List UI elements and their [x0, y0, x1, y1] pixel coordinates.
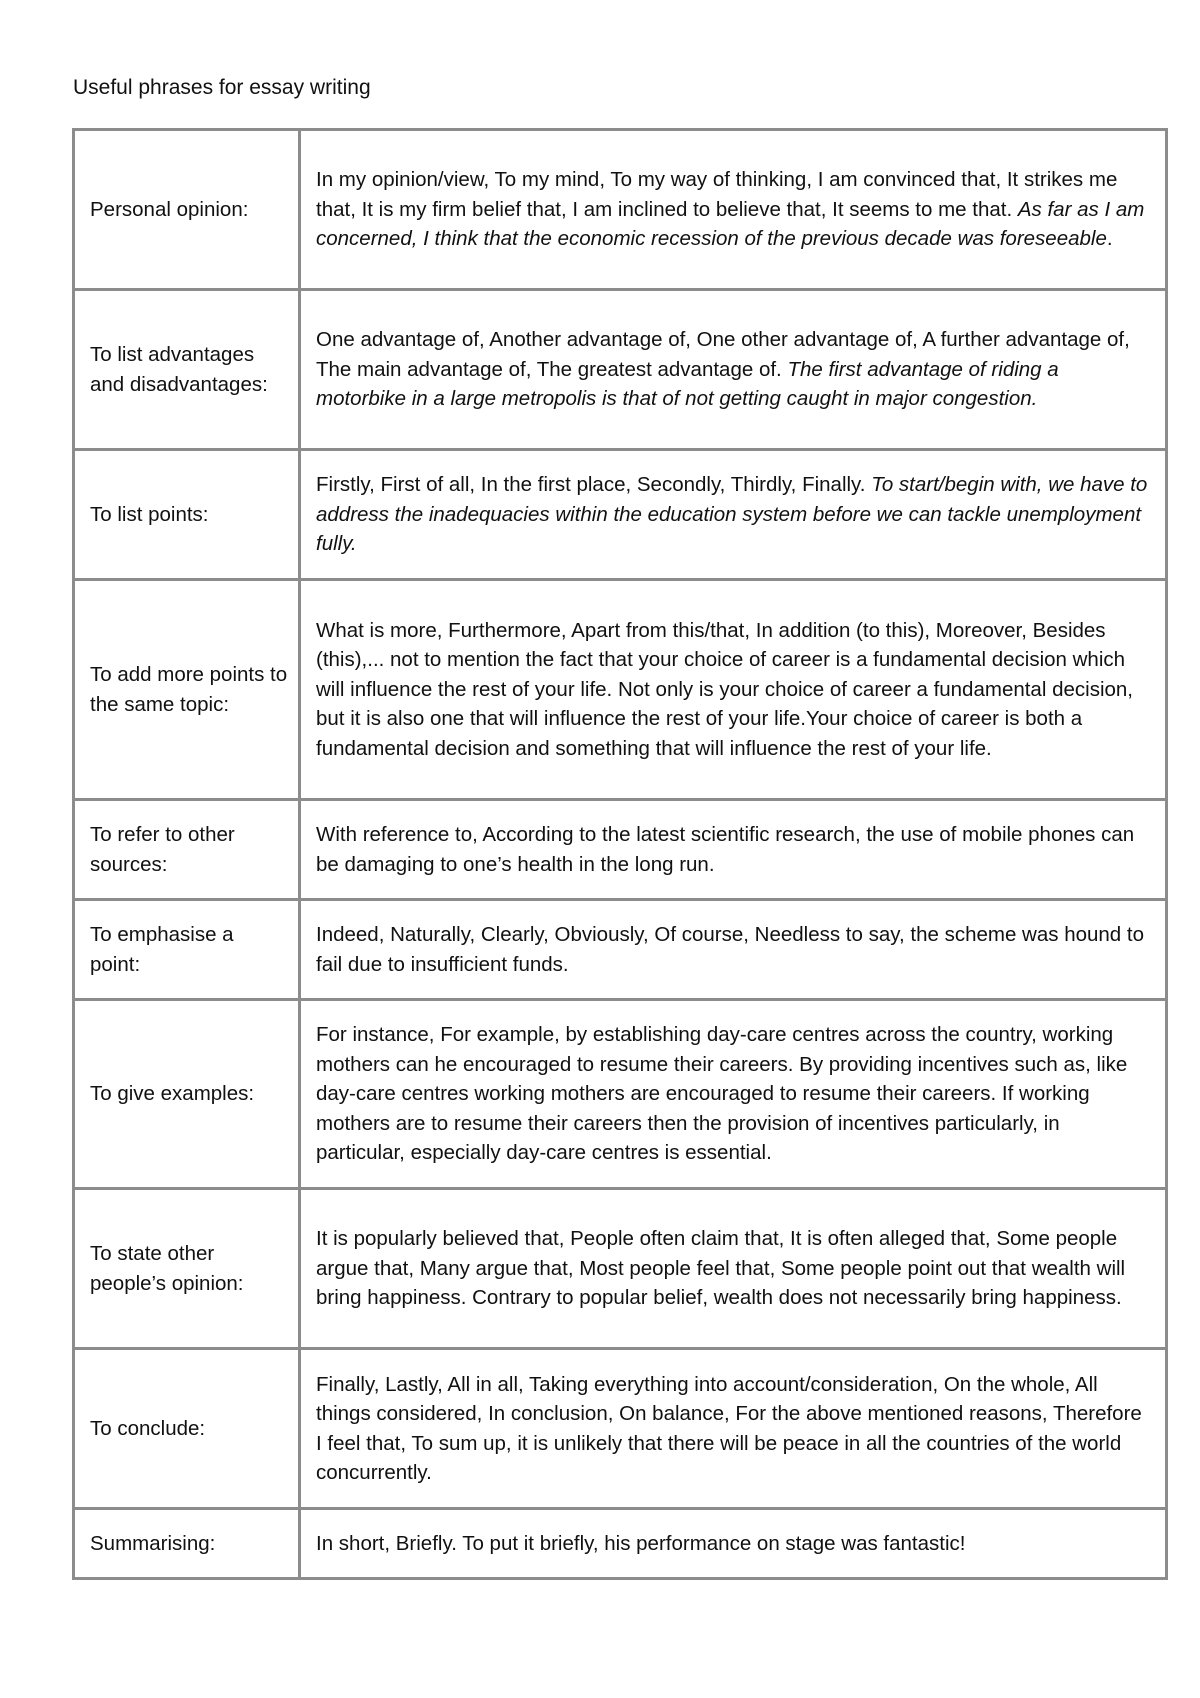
- phrases-table: [72, 128, 1168, 1580]
- example-sentence: To start/begin with, we have to address the inadequacies within the education system before we can tackle unemployment fully.: [316, 473, 1148, 556]
- phrases-cell: What is more, Furthermore, Apart from this/that, In addition (to this), Moreover, Besides (this),... not to mention the fact that your choice of career is a fundamental decision which will influence the rest of your life. Not only is your choice of career a fundamental decision, but it is also one that will influence the rest of your life.Your choice of career is both a fundamental decision and something that will influence the rest of your life.: [300, 580, 1167, 800]
- phrases-cell: Indeed, Naturally, Clearly, Obviously, Of course, Needless to say, the scheme was hound to fail due to insufficient funds.: [300, 900, 1167, 1000]
- table-row: [74, 1189, 1167, 1349]
- table-row: [74, 580, 1167, 800]
- category-label: To list points:: [74, 450, 300, 580]
- phrases-cell: It is popularly believed that, People often claim that, It is often alleged that, Some people argue that, Many argue that, Most people feel that, Some people point out that wealth will bring happiness. Contrary to popular belief, wealth does not necessarily bring happiness.: [300, 1189, 1167, 1349]
- phrases-cell: With reference to, According to the latest scientific research, the use of mobile phones can be damaging to one’s health in the long run.: [300, 800, 1167, 900]
- phrases-text: One advantage of, Another advantage of, One other advantage of, A further advantage of, The main advantage of, The greatest advantage of.: [316, 328, 1130, 381]
- category-label: Summarising:: [74, 1509, 300, 1579]
- category-label: To emphasise a point:: [74, 900, 300, 1000]
- phrases-text: In my opinion/view, To my mind, To my way of thinking, I am convinced that, It strikes me that, It is my firm belief that, I am inclined to believe that, It seems to me that.: [316, 168, 1118, 221]
- phrases-text: Firstly, First of all, In the first place, Secondly, Thirdly, Finally.: [316, 473, 872, 497]
- phrases-cell: [300, 290, 1167, 450]
- page-title: Useful phrases for essay writing: [73, 76, 371, 99]
- phrases-cell: [300, 130, 1167, 290]
- table-row: [74, 1349, 1167, 1509]
- example-sentence: The first advantage of riding a motorbike in a large metropolis is that of not getting caught in major congestion.: [316, 357, 1059, 411]
- category-label: To conclude:: [74, 1349, 300, 1509]
- category-label: To give examples:: [74, 1000, 300, 1189]
- phrases-cell: [300, 450, 1167, 580]
- table-row: [74, 800, 1167, 900]
- table-row: [74, 900, 1167, 1000]
- category-label: To state other people’s opinion:: [74, 1189, 300, 1349]
- phrases-cell: In short, Briefly. To put it briefly, his performance on stage was fantastic!: [300, 1509, 1167, 1579]
- example-sentence: As far as I am concerned, I think that the economic recession of the previous decade was foreseeable: [316, 197, 1145, 251]
- category-label: To list advantages and disadvantages:: [74, 290, 300, 450]
- table-row: [74, 290, 1167, 450]
- phrases-cell: Finally, Lastly, All in all, Taking everything into account/consideration, On the whole, All things considered, In conclusion, On balance, For the above mentioned reasons, Therefore I feel that, To sum up, it is unlikely that there will be peace in all the countries of the world concurrently.: [300, 1349, 1167, 1509]
- category-label: To refer to other sources:: [74, 800, 300, 900]
- table-row: [74, 450, 1167, 580]
- category-label: To add more points to the same topic:: [74, 580, 300, 800]
- table-row: [74, 1000, 1167, 1189]
- phrases-cell: For instance, For example, by establishing day-care centres across the country, working mothers can he encouraged to resume their careers. By providing incentives such as, like day-care centres working mothers are encouraged to resume their careers. If working mothers are to resume their careers then the provision of incentives particularly, in particular, especially day-care centres is essential.: [300, 1000, 1167, 1189]
- trailing-punctuation: .: [1106, 227, 1113, 251]
- table-row: [74, 130, 1167, 290]
- category-label: Personal opinion:: [74, 130, 300, 290]
- table-row: [74, 1509, 1167, 1579]
